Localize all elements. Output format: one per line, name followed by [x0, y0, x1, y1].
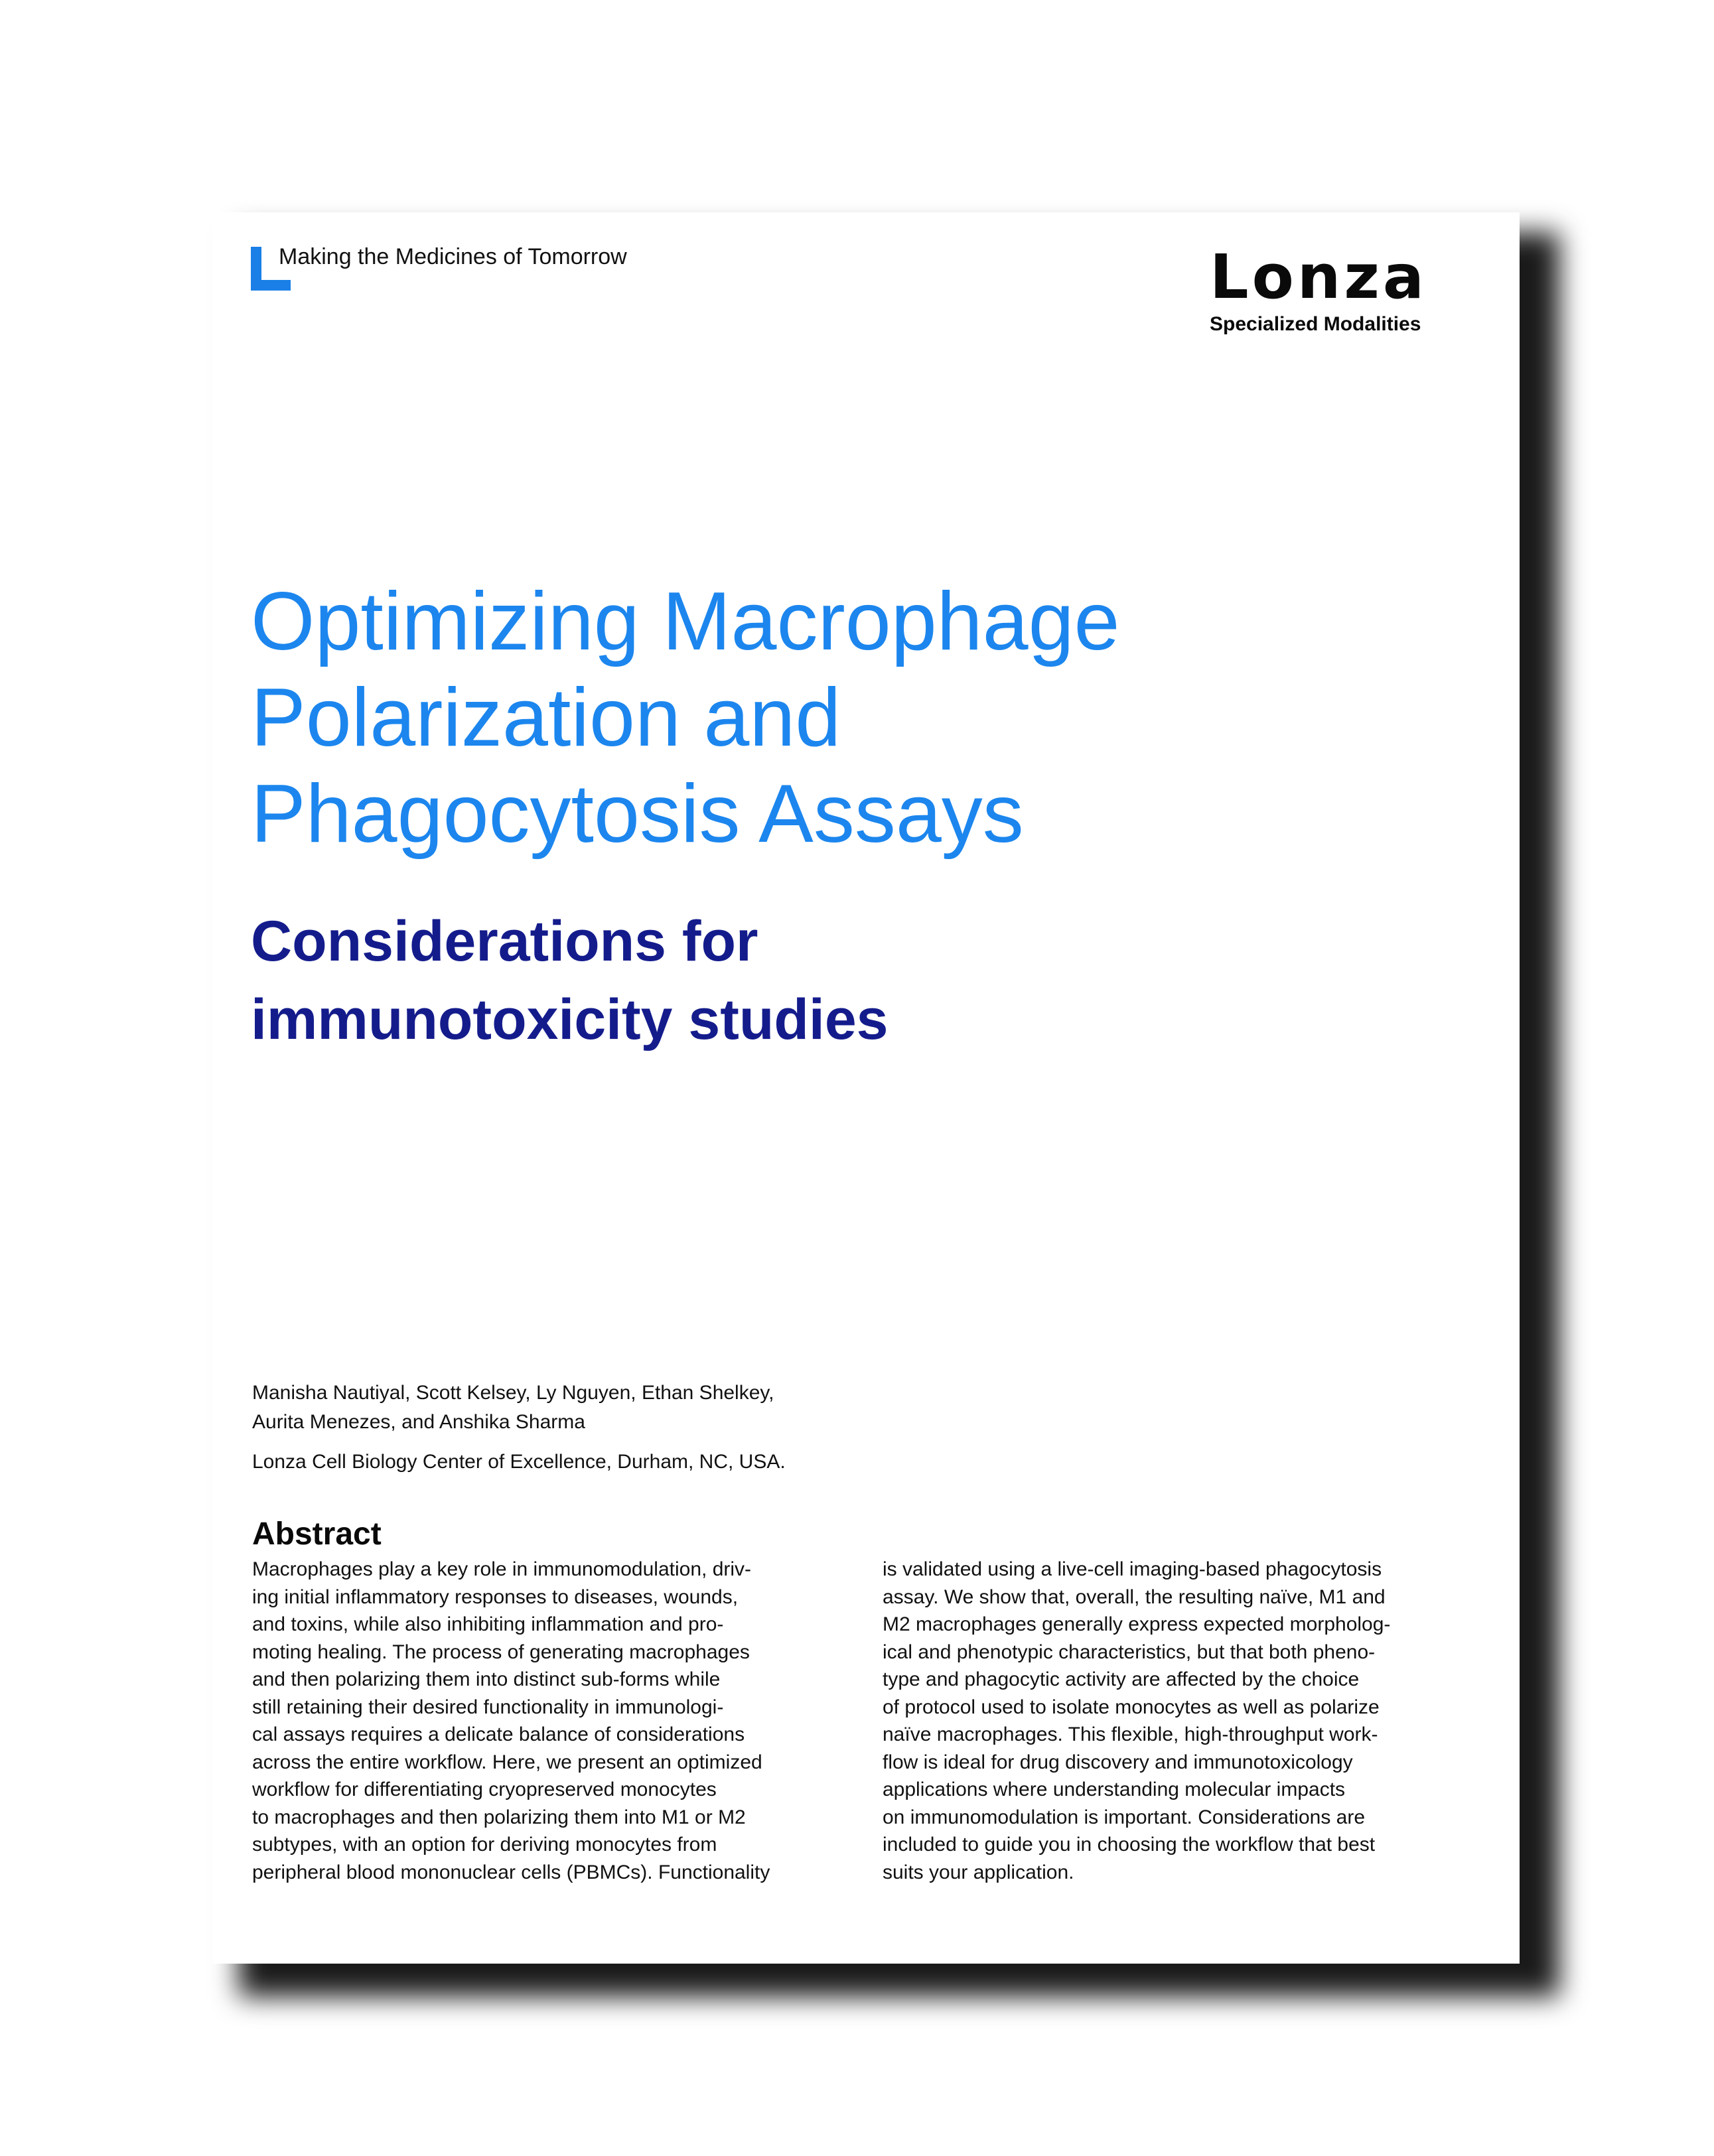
- lonza-logo: [1210, 241, 1475, 336]
- author-list: Manisha Nautiyal, Scott Kelsey, Ly Nguyen, Ethan Shelkey, Aurita Menezes, and Anshika Sharma: [252, 1382, 774, 1433]
- affiliation: Lonza Cell Biology Center of Excellence, Durham, NC, USA.: [252, 1451, 786, 1473]
- tagline-text: Making the Medicines of Tomorrow: [279, 244, 627, 269]
- logo-word: Lonza: [1210, 241, 1427, 312]
- abstract-column-2: is validated using a live-cell imaging-based phagocytosis assay. We show that, overall, the resulting naïve, M1 and M2 macrophages generally express expected morpholog- ical and phenotypic characteristics, but that both pheno- type and phagocytic activity are affected by the choice of protocol used to isolate monocytes as well as polarize naïve macrophages. This flexible, high-throughput work- flow is ideal for drug discovery and immunotoxicology applications where understanding molecular impacts on immunomodulation is important. Considerations are included to guide you in choosing the workflow that best suits your application.: [883, 1558, 1391, 1883]
- document-subtitle: Considerations for immunotoxicity studies: [251, 910, 889, 1051]
- abstract-heading: Abstract: [252, 1516, 382, 1552]
- logo-subtitle: Specialized Modalities: [1210, 313, 1421, 335]
- document-page: [212, 212, 1520, 1964]
- abstract-column-1: Macrophages play a key role in immunomodulation, driv- ing initial inflammatory responses to diseases, wounds, and toxins, while also inhibiting inflammation and pro- moting healing. The process of generating macrophages and then polarizing them into distinct sub-forms while still retaining their desired functionality in immunologi- cal assays requires a delicate balance of considerations across the entire workflow. Here, we present an optimized workflow for differentiating cryopreserved monocytes to macrophages and then polarizing them into M1 or M2 subtypes, with an option for deriving monocytes from peripheral blood mononuclear cells (PBMCs). Functionality: [252, 1558, 770, 1883]
- document-title: Optimizing Macrophage Polarization and Phagocytosis Assays: [251, 576, 1120, 860]
